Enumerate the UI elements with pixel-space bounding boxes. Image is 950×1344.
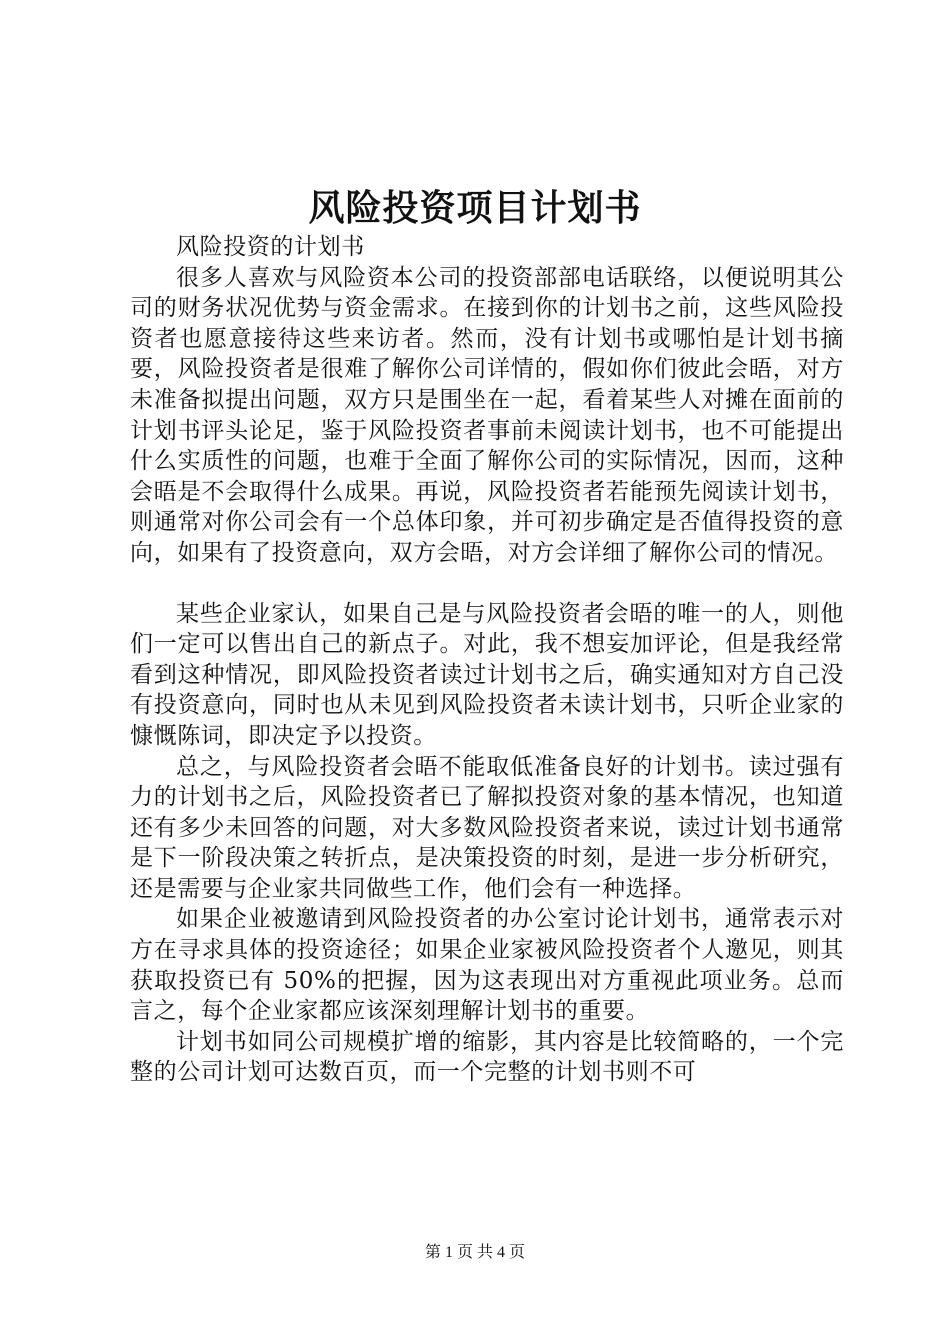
document-title: 风险投资项目计划书 [308, 187, 642, 229]
document-subtitle: 风险投资的计划书 [176, 234, 365, 260]
paragraph-1: 很多人喜欢与风险资本公司的投资部部电话联络，以便说明其公司的财务状况优势与资金需求。在接到你的计划书之前，这些风险投资者也愿意接待这些来访者。然而，没有计划书或哪怕是计划书摘要，风险投资者是很难了解你公司详情的，假如你们彼此会晤，对方未准备拟提出问题，双方只是围坐在一起，看着某些人对摊在面前的计划书评头论足，鉴于风险投资者事前未阅读计划书，也不可能提出什么实质性的问题，也难于全面了解你公司的实际情况，因而，这种会晤是不会取得什么成果。再说，风险投资者若能预先阅读计划书，则通常对你公司会有一个总体印象，并可初步确定是否值得投资的意向，如果有了投资意向，双方会晤，对方会详细了解你公司的情况。 [130, 264, 844, 566]
paragraph-4: 如果企业被邀请到风险投资者的办公室讨论计划书，通常表示对方在寻求具体的投资途径；如果企业家被风险投资者个人邀见，则其获取投资已有 50%的把握，因为这表现出对方重视此项业务。总而言之，每个企业家都应该深刻理解计划书的重要。 [130, 906, 844, 1025]
page-footer: 第 1 页 共 4 页 [424, 1244, 525, 1261]
paragraph-2: 某些企业家认，如果自己是与风险投资者会晤的唯一的人，则他们一定可以售出自己的新点子。对此，我不想妄加评论，但是我经常看到这种情况，即风险投资者读过计划书之后，确实通知对方自己没有投资意向，同时也从未见到风险投资者未读计划书，只听企业家的慷慨陈词，即决定予以投资。 [130, 600, 844, 749]
document-body [130, 232, 844, 1088]
paragraph-5: 计划书如同公司规模扩增的缩影，其内容是比较简略的，一个完整的公司计划可达数百页，而一个完整的计划书则不可 [130, 1028, 844, 1086]
paragraph-3: 总之，与风险投资者会晤不能取低准备良好的计划书。读过强有力的计划书之后，风险投资者已了解拟投资对象的基本情况，也知道还有多少未回答的问题，对大多数风险投资者来说，读过计划书通常是下一阶段决策之转折点，是决策投资的时刻，是进一步分析研究，还是需要与企业家共同做些工作，他们会有一种选择。 [130, 753, 844, 902]
paragraph-spacer [130, 569, 844, 599]
